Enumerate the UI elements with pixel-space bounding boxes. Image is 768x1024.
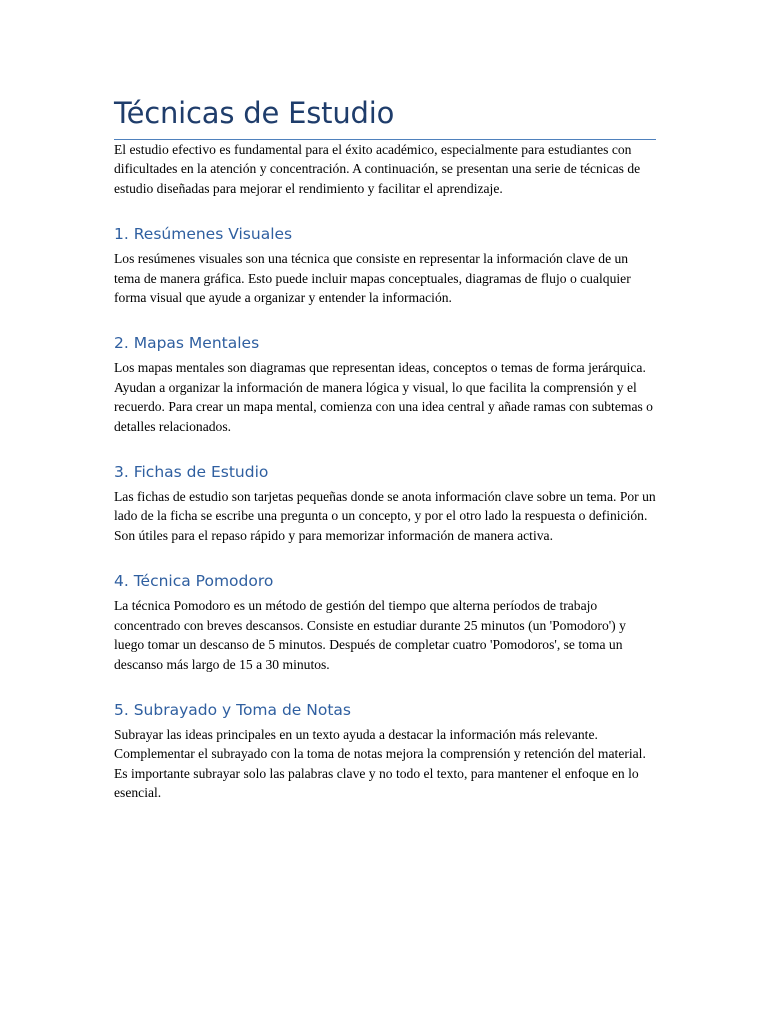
section-mapas-mentales xyxy=(114,332,656,436)
section-paragraph: Las fichas de estudio son tarjetas pequeñas donde se anota información clave sobre un tema. Por un lado de la ficha se escribe una pregunta o un concepto, y por el otro lado la respuesta o definición. Son útiles para el repaso rápido y para memorizar información de manera activa. xyxy=(114,489,656,543)
section-paragraph: Los resúmenes visuales son una técnica que consiste en representar la información clave de un tema de manera gráfica. Esto puede incluir mapas conceptuales, diagramas de flujo o cualquier forma visual que ayude a organizar y entender la información. xyxy=(114,251,631,306)
section-paragraph: Los mapas mentales son diagramas que representan ideas, conceptos o temas de forma jerárquica. Ayudan a organizar la información de manera lógica y visual, lo que facilita la comprensión y el recuerdo. Para crear un mapa mental, comienza con una idea central y añade ramas con subtemas o detalles relacionados. xyxy=(114,360,653,434)
section-heading: 3. Fichas de Estudio xyxy=(114,463,269,482)
page-title: Técnicas de Estudio xyxy=(114,93,656,140)
section-fichas-de-estudio xyxy=(114,461,656,545)
section-resumenes-visuales xyxy=(114,223,656,307)
section-heading: 2. Mapas Mentales xyxy=(114,334,260,353)
section-subrayado-toma-de-notas xyxy=(114,699,656,803)
document-page xyxy=(114,93,656,803)
intro-paragraph: El estudio efectivo es fundamental para el éxito académico, especialmente para estudiantes con dificultades en la atención y concentración. A continuación, se presentan una serie de técnicas de estudio diseñadas para mejorar el rendimiento y facilitar el aprendizaje. xyxy=(114,142,641,196)
section-tecnica-pomodoro xyxy=(114,570,656,674)
section-paragraph: Subrayar las ideas principales en un texto ayuda a destacar la información más relevante. Complementar el subrayado con la toma de notas mejora la comprensión y retención del material. Es importante subrayar solo las palabras clave y no todo el texto, para mantener el enfoque en lo esencial. xyxy=(114,726,646,801)
section-heading: 5. Subrayado y Toma de Notas xyxy=(114,700,351,719)
section-heading: 1. Resúmenes Visuales xyxy=(114,225,293,244)
section-paragraph: La técnica Pomodoro es un método de gestión del tiempo que alterna períodos de trabajo concentrado con breves descansos. Consiste en estudiar durante 25 minutos (un 'Pomodoro') y luego tomar un descanso de 5 minutos. Después de completar cuatro 'Pomodoros', se toma un descanso más largo de 15 a 30 minutos. xyxy=(114,598,626,672)
section-heading: 4. Técnica Pomodoro xyxy=(114,572,274,591)
